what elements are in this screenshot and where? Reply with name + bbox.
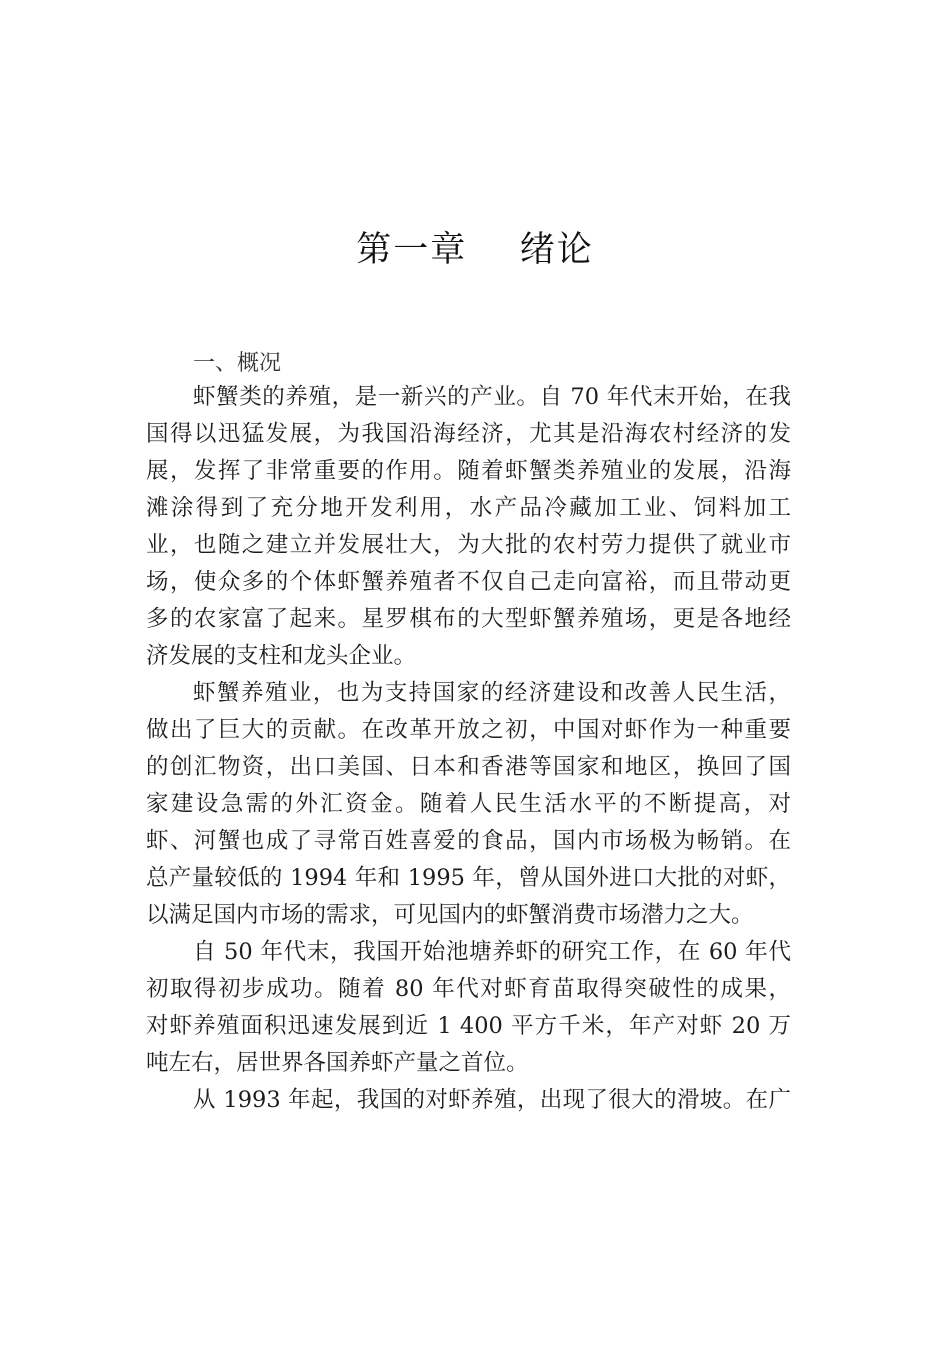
text-line: 总产量较低的 1994 年和 1995 年，曾从国外进口大批的对虾， bbox=[146, 865, 791, 891]
text-line: 济发展的支柱和龙头企业。 bbox=[146, 643, 417, 669]
text-line: 以满足国内市场的需求，可见国内的虾蟹消费市场潜力之大。 bbox=[146, 902, 754, 928]
text-line: 做出了巨大的贡献。在改革开放之初，中国对虾作为一种重要 bbox=[146, 717, 791, 743]
text-line: 虾蟹类的养殖，是一新兴的产业。自 70 年代末开始，在我 bbox=[193, 384, 791, 410]
text-line: 从 1993 年起，我国的对虾养殖，出现了很大的滑坡。在广 bbox=[193, 1087, 791, 1113]
text-line: 对虾养殖面积迅速发展到近 1 400 平方千米，年产对虾 20 万 bbox=[146, 1013, 791, 1039]
text-line: 滩涂得到了充分地开发利用，水产品冷藏加工业、饲料加工 bbox=[146, 495, 791, 521]
text-line: 展，发挥了非常重要的作用。随着虾蟹类养殖业的发展，沿海 bbox=[146, 458, 791, 484]
text-line: 场，使众多的个体虾蟹养殖者不仅自己走向富裕，而且带动更 bbox=[146, 569, 791, 595]
text-line: 国得以迅猛发展，为我国沿海经济，尤其是沿海农村经济的发 bbox=[146, 421, 791, 447]
text-line: 的创汇物资，出口美国、日本和香港等国家和地区，换回了国 bbox=[146, 754, 791, 780]
text-line: 业，也随之建立并发展壮大，为大批的农村劳力提供了就业市 bbox=[146, 532, 791, 558]
section-heading: 一、概况 bbox=[193, 351, 282, 376]
text-line: 自 50 年代末，我国开始池塘养虾的研究工作，在 60 年代 bbox=[193, 939, 791, 965]
text-line: 虾、河蟹也成了寻常百姓喜爱的食品，国内市场极为畅销。在 bbox=[146, 828, 791, 854]
text-line: 初取得初步成功。随着 80 年代对虾育苗取得突破性的成果， bbox=[146, 976, 791, 1002]
text-line: 吨左右，居世界各国养虾产量之首位。 bbox=[146, 1050, 529, 1076]
chapter-title: 第一章 绪论 bbox=[356, 230, 594, 270]
text-line: 多的农家富了起来。星罗棋布的大型虾蟹养殖场，更是各地经 bbox=[146, 606, 791, 632]
text-line: 虾蟹养殖业，也为支持国家的经济建设和改善人民生活， bbox=[193, 680, 791, 706]
text-line: 家建设急需的外汇资金。随着人民生活水平的不断提高，对 bbox=[146, 791, 791, 817]
